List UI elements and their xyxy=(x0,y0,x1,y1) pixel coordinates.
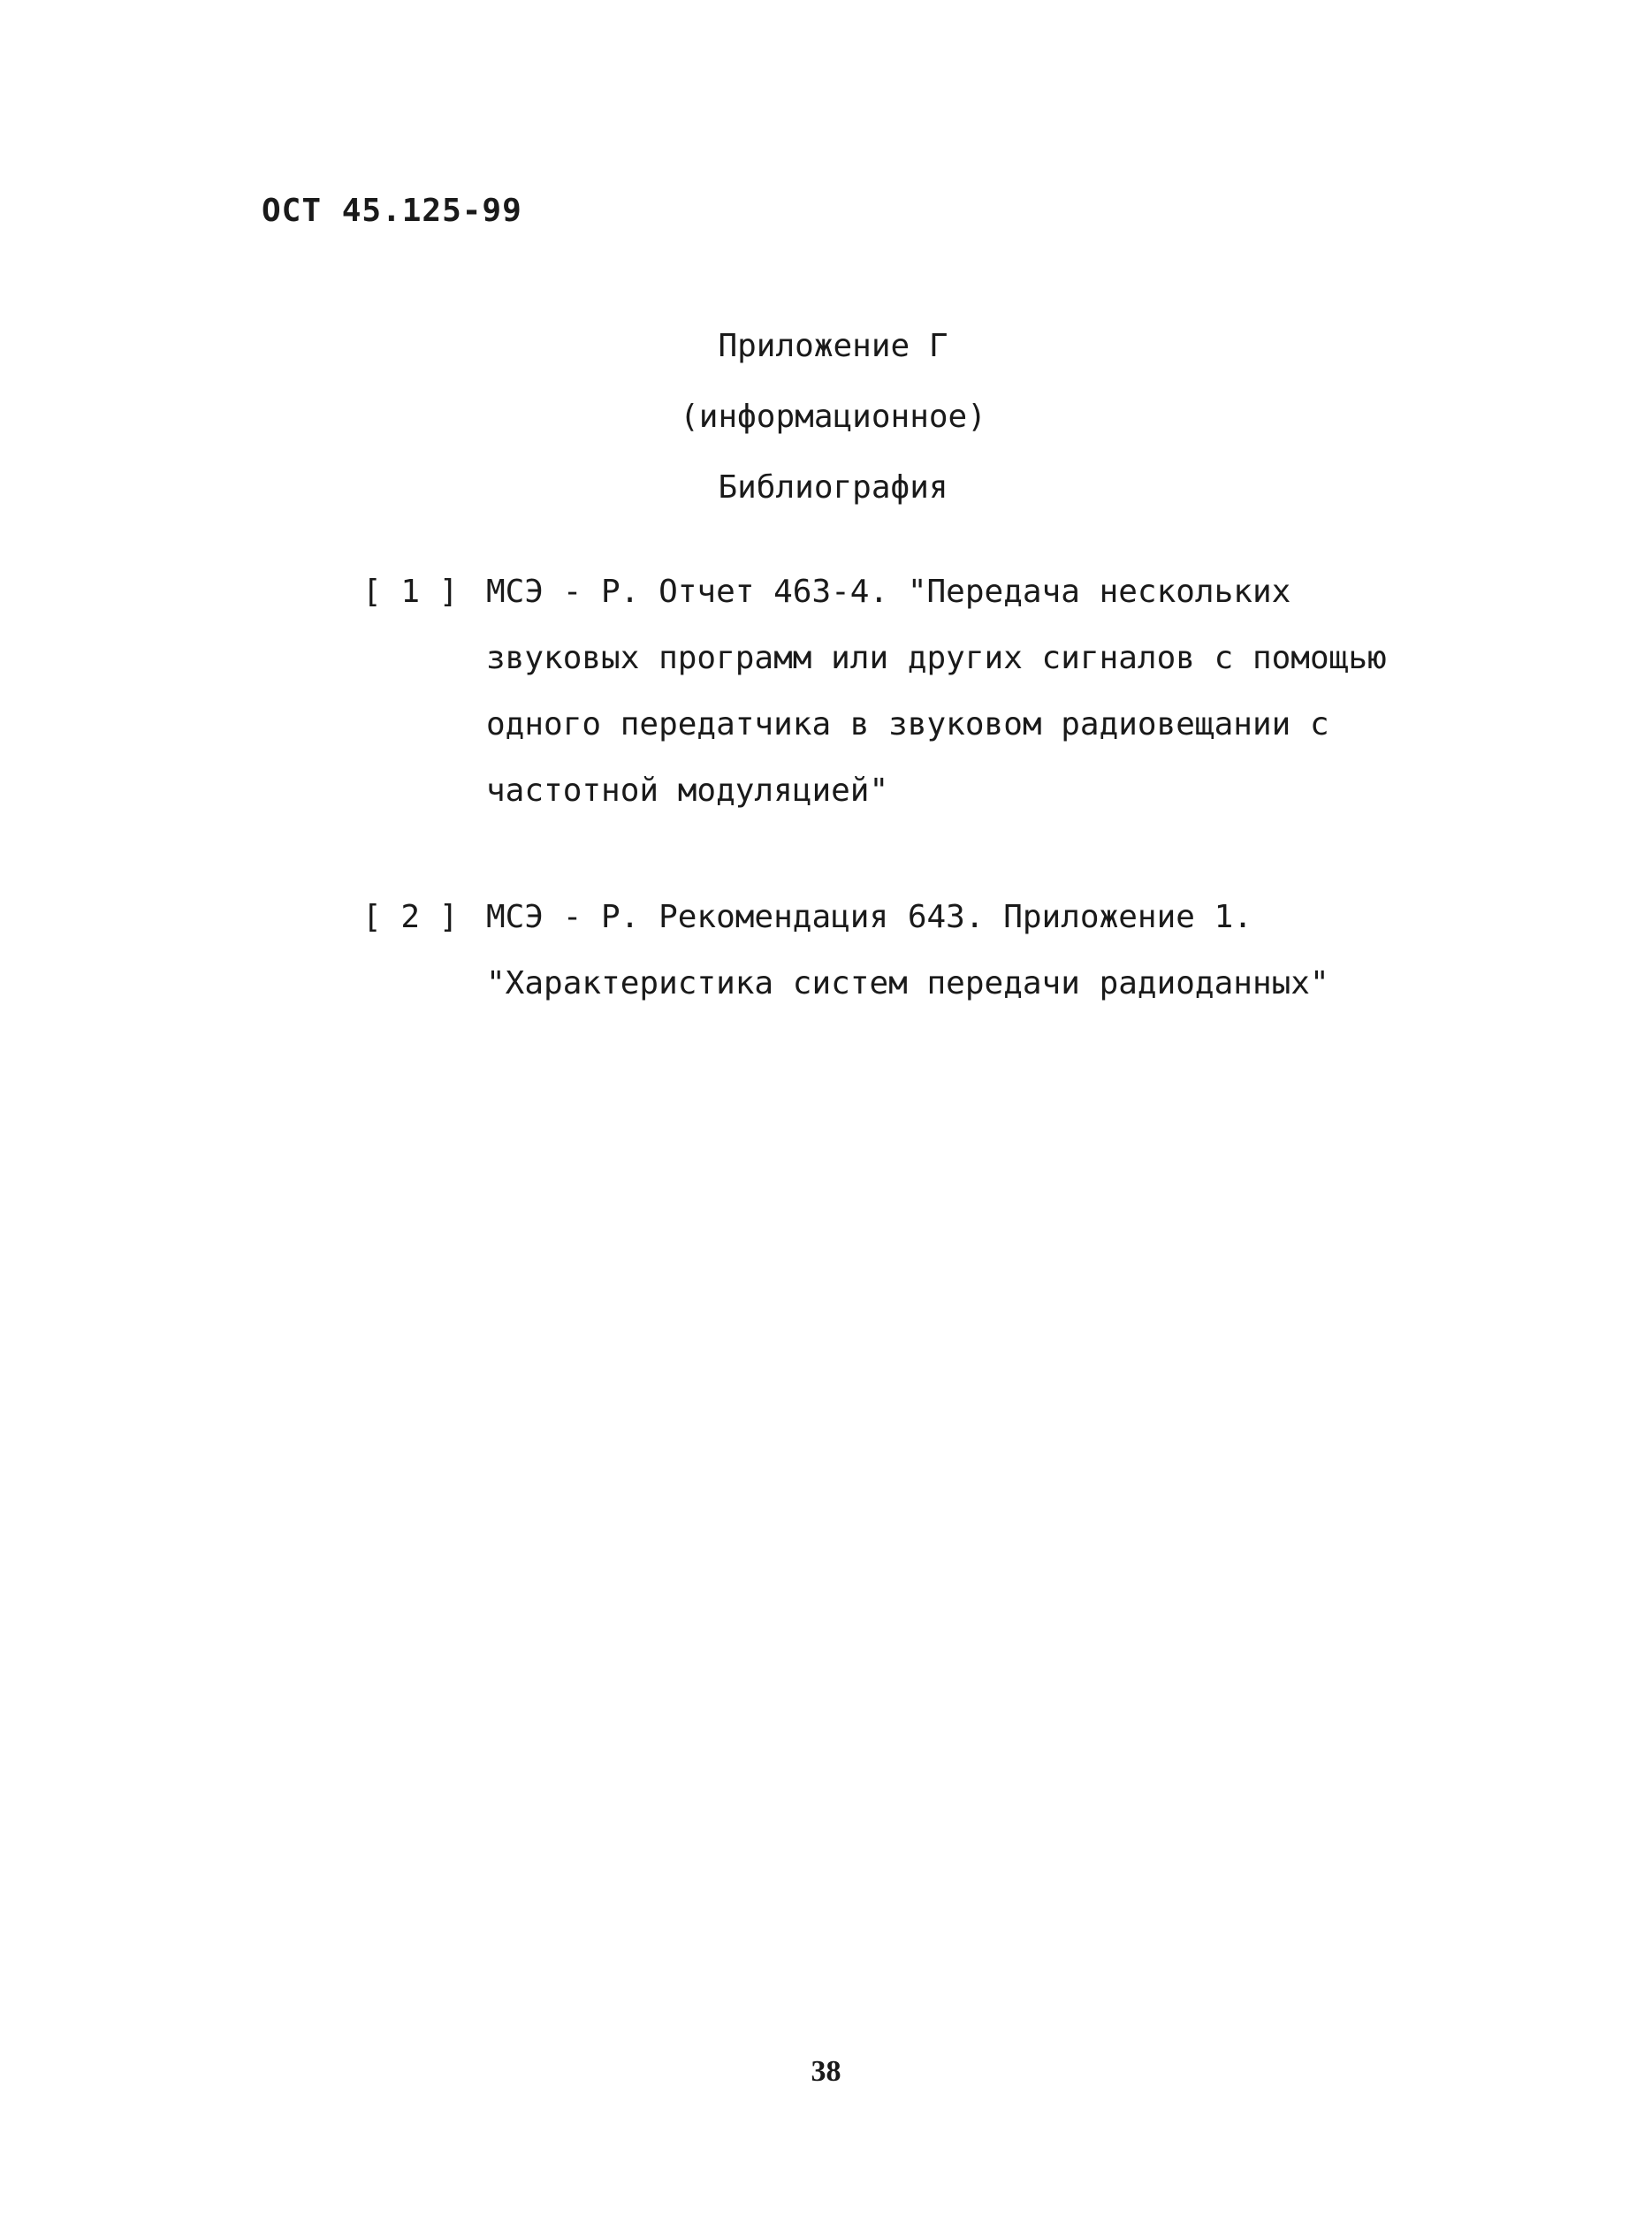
reference-number: [ 1 ] xyxy=(362,574,459,610)
bibliography-entry xyxy=(362,559,1467,824)
page-number: 38 xyxy=(811,2055,841,2088)
section-title: Библиография xyxy=(718,469,948,506)
reference-text: МСЭ - Р. Отчет 463-4. "Передача нескольких звуковых программ или других сигналов с помощью одного передатчика в звуковом радиовещании с частотной модуляцией" xyxy=(486,574,1387,809)
document-code: ОСТ 45.125-99 xyxy=(262,193,522,229)
appendix-heading xyxy=(0,311,1652,523)
reference-number: [ 2 ] xyxy=(362,899,459,935)
appendix-type: (информационное) xyxy=(680,399,986,435)
bibliography-entry xyxy=(362,884,1467,1017)
reference-text: МСЭ - Р. Рекомендация 643. Приложение 1. "Характеристика систем передачи радиоданных" xyxy=(486,899,1329,1001)
appendix-title: Приложение Г xyxy=(718,328,948,364)
